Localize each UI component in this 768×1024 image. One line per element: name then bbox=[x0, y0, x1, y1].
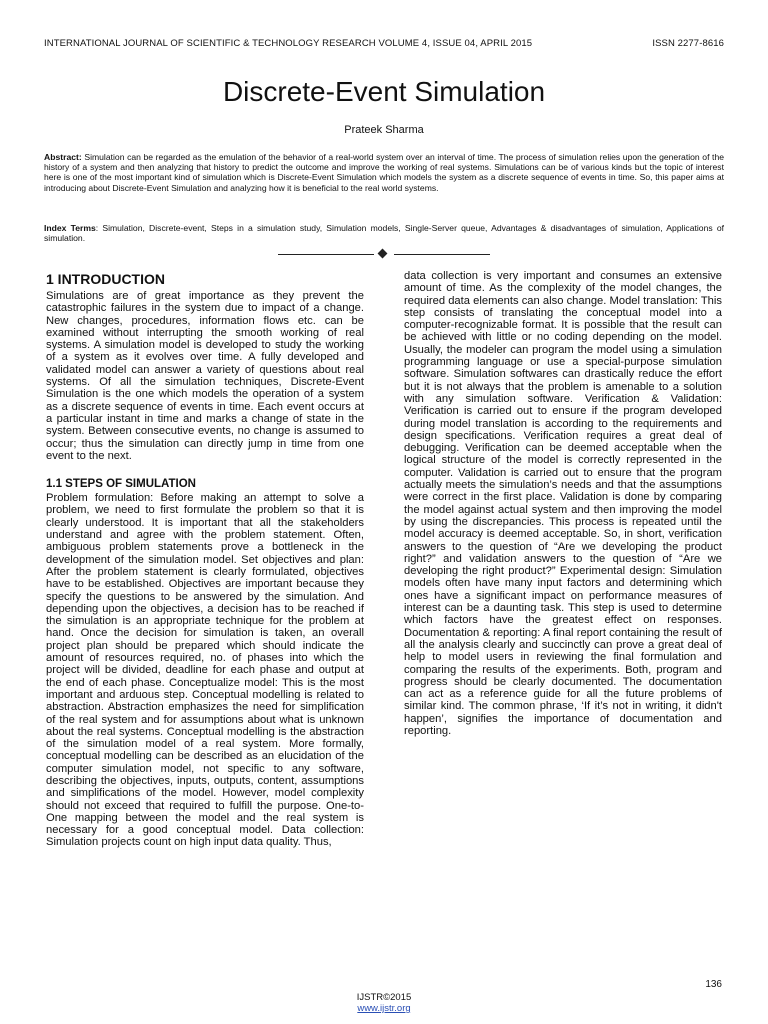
separator-line-right bbox=[394, 254, 490, 255]
separator-line-left bbox=[278, 254, 374, 255]
author-name: Prateek Sharma bbox=[344, 124, 424, 136]
abstract-text: Simulation can be regarded as the emulation of the behavior of a real-world system over an interval of time. The process of simulation relies upon the generation of the history of a system and then analyzing that history to predict the outcome and improve the working of real systems. Simulations can be of various kinds but the topic of interest here is one of the most important kind of simulation which is Discrete-Event Simulation which models the system as a discrete sequence of events in time. So, this paper aims at introducing about Discrete-Event Simulation and analyzing how it is beneficial to the real world systems. bbox=[44, 152, 725, 193]
page-number: 136 bbox=[705, 979, 722, 990]
index-terms bbox=[44, 223, 724, 243]
journal-name: INTERNATIONAL JOURNAL OF SCIENTIFIC & TECHNOLOGY RESEARCH VOLUME 4, ISSUE 04, APRIL 2015 bbox=[44, 38, 533, 49]
paper-title: Discrete-Event Simulation bbox=[222, 76, 546, 107]
footer-copyright: IJSTR©2015 bbox=[356, 992, 412, 1003]
issn: ISSN 2277-8616 bbox=[652, 38, 724, 49]
abstract bbox=[44, 152, 724, 193]
introduction-paragraph: Simulations are of great importance as they prevent the catastrophic failures in the system due to impact of a change. New changes, procedures, information flows etc. can be examined without interrupting the smooth working of real systems. A simulation model is developed to study the working of a system as it evolves over time. A fully developed and validated model can answer a variety of questions about real systems. Of all the simulation techniques, Discrete-Event Simulation is the one which models the operation of a system as a discrete sequence of events in time. Each event occurs at a particular instant in time and marks a change of state in the system. Between consecutive events, no change is assumed to occur; thus the simulation can directly jump in time from one event to the next. bbox=[46, 290, 364, 462]
footer-url-link[interactable]: www.ijstr.org bbox=[357, 1003, 411, 1014]
page-footer bbox=[0, 992, 768, 1014]
right-column-paragraph: data collection is very important and consumes an extensive amount of time. As the complexity of the model changes, the required data elements can also change. Model translation: This step consists of translating the conceptual model into a computer-recognizable format. It is possible that the result can be achieved with little or no coding depending on the model. Usually, the modeler can program the model using a simulation programming language or use a special-purpose simulation software. Simulation softwares can drastically reduce the effort but it is not always that the problem is amenable to a solution with any simulation software. Verification & Validation: Verification is carried out to ensure if the program developed during model translation is according to the requirements and design specifications. Verification requires a great deal of debugging. Verification can be deemed acceptable when the logical structure of the model is correctly represented in the computer. Validation is carried out to ensure that the program actually meets the simulation’s needs and that the assumptions were correct in the first place. Validation is done by comparing the model against actual system and then improving the model by using the discrepancies. This process is repeated until the model accuracy is deemed acceptable. So, in short, verification answers to the question of “Are we developing the product right?” and validation answers to the question of “Are we developing the right product?” Experimental design: Simulation models often have many input factors and determining which ones have a significant impact on performance measures of interest can be a daunting task. This step is used to determine which factors have the greatest effect on responses. Documentation & reporting: A final report containing the result of all the analysis clearly and succinctly can prove a great deal of help to model users in reviewing the final formulation and comparing the results of the experiments. Both, program and progress should be clearly documented. The documentation can act as a reference guide for all the future problems of similar kind. The common phrase, ‘If it’s not in writing, it didn't happen’, signifies the importance of documentation and reporting. bbox=[404, 270, 722, 737]
right-column bbox=[404, 270, 722, 737]
diamond-icon bbox=[378, 249, 388, 259]
left-column bbox=[46, 270, 364, 849]
section-separator bbox=[278, 248, 490, 260]
index-terms-label: Index Terms bbox=[44, 223, 96, 233]
index-terms-text: : Simulation, Discrete-event, Steps in a simulation study, Simulation models, Single-Server queue, Advantages & disadvantages of simulation, Applications of simulation. bbox=[44, 223, 724, 244]
steps-paragraph: Problem formulation: Before making an attempt to solve a problem, we need to first formulate the problem so that it is clearly understood. It is important that all the stakeholders understand and agree with the problem statement. Often, ambiguous problem statements prove a bottleneck in the development of the simulation model. Set objectives and plan: After the problem statement is clearly formulated, objectives have to be established. Objectives are important because they specify the questions to be answered by the simulation. And depending upon the objectives, a decision has to be reached if the simulation is an appropriate technique for the problem at hand. Once the decision for simulation is taken, an overall project plan should be prepared which should indicate the amount of resources required, no. of phases into which the project will be divided, deadline for each phase and output at the end of each phase. Conceptualize model: This is the most important and arduous step. Conceptual modelling is related to abstraction. Abstraction emphasizes the need for simplification of the real system and for assumptions about what is unknown about the real systems. Conceptual modelling is the abstraction of the simulation model of a real system. More formally, conceptual modelling can be described as an elucidation of the computer simulation model, not specific to any software, describing the objectives, inputs, outputs, content, assumptions and simplifications of the model. However, model complexity should not exceed that required to fulfill the purpose. One-to-One mapping between the model and the real system is necessary for a good conceptual model. Data collection: Simulation projects count on high input data quality. Thus, bbox=[46, 492, 364, 849]
section-heading-introduction: 1 INTRODUCTION bbox=[46, 271, 165, 287]
section-heading-steps-of-simulation: 1.1 STEPS OF SIMULATION bbox=[46, 478, 196, 491]
abstract-label: Abstract: bbox=[44, 152, 82, 162]
